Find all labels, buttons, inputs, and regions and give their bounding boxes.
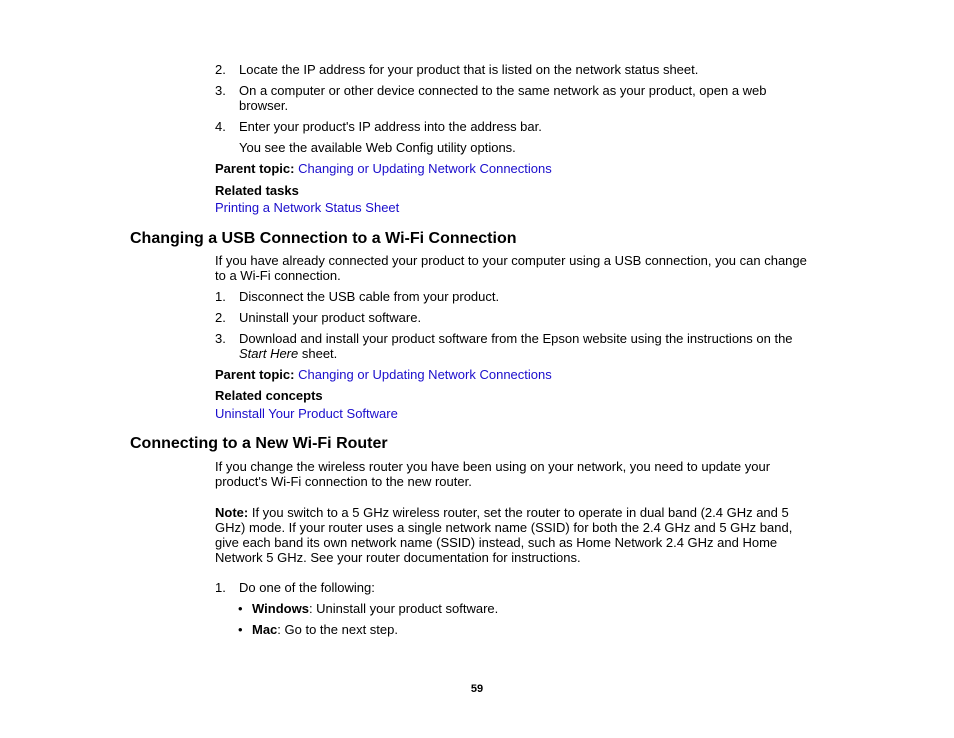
- step-text: Uninstall your product software.: [239, 310, 422, 325]
- section-intro: If you change the wireless router you have been using on your network, you need to update your product's Wi-Fi connection to the new router.: [215, 459, 771, 489]
- section-heading-router: Connecting to a New Wi-Fi Router: [130, 435, 388, 452]
- parent-topic-link[interactable]: Changing or Updating Network Connections: [298, 367, 552, 382]
- related-label-text: Related tasks: [215, 183, 299, 198]
- step-number: 2.: [215, 62, 226, 77]
- step-result: You see the available Web Config utility options.: [239, 140, 516, 155]
- note-label: Note:: [215, 505, 249, 520]
- page-number: 59: [470, 683, 484, 695]
- step-text-part: sheet.: [298, 346, 338, 361]
- step-number: 1.: [215, 289, 226, 304]
- related-concepts-row: [215, 406, 815, 421]
- step-number: 3.: [215, 83, 226, 98]
- step-text: Locate the IP address for your product that is listed on the network status sheet.: [239, 62, 699, 77]
- related-task-link[interactable]: Printing a Network Status Sheet: [215, 200, 400, 215]
- parent-topic-label: Parent topic:: [215, 161, 295, 176]
- bullet-label: Mac: [252, 622, 278, 637]
- step-number: 1.: [215, 580, 226, 595]
- bullet-label: Windows: [252, 601, 309, 616]
- related-concepts-label: [215, 388, 815, 403]
- step-text: Enter your product's IP address into the address bar.: [239, 119, 542, 134]
- parent-topic: [215, 367, 815, 382]
- step-number: 2.: [215, 310, 226, 325]
- step-text-italic: Start Here: [239, 346, 299, 361]
- note-text: If you switch to a 5 GHz wireless router, set the router to operate in dual band (2.4 GHz and 5 GHz) mode. If your router uses a single network name (SSID) for both the 2.4 GHz and 5 GHz band, give each band its own network name (SSID) instead, such as Home Network 2.4 GHz and Home Network 5 GHz. See your router documentation for instructions.: [215, 505, 793, 565]
- step-text: Do one of the following:: [239, 580, 375, 595]
- step-number: 4.: [215, 119, 226, 134]
- parent-topic-link[interactable]: Changing or Updating Network Connections: [298, 161, 552, 176]
- related-concept-link[interactable]: Uninstall Your Product Software: [215, 406, 398, 421]
- step-number: 3.: [215, 331, 226, 346]
- bullet-body: : Go to the next step.: [277, 622, 398, 637]
- bullet-dot-icon: •: [238, 601, 243, 616]
- bullet-text: [252, 601, 792, 616]
- step-text: Disconnect the USB cable from your product.: [239, 289, 500, 304]
- related-tasks-label: [215, 183, 815, 198]
- parent-topic: [215, 161, 815, 176]
- bullet-text: [252, 622, 792, 637]
- step-text-part: Download and install your product software from the Epson website using the instructions on the: [239, 331, 793, 346]
- related-label-text: Related concepts: [215, 388, 323, 403]
- note-block: [215, 505, 811, 565]
- step-text: On a computer or other device connected to the same network as your product, open a web browser.: [239, 83, 767, 113]
- section-heading-usb: Changing a USB Connection to a Wi-Fi Connection: [130, 230, 517, 247]
- related-tasks-row: [215, 200, 815, 215]
- bullet-dot-icon: •: [238, 622, 243, 637]
- step-text: [239, 331, 815, 361]
- parent-topic-label: Parent topic:: [215, 367, 295, 382]
- section-intro: If you have already connected your product to your computer using a USB connection, you can change to a Wi-Fi connection.: [215, 253, 807, 283]
- bullet-body: : Uninstall your product software.: [308, 601, 499, 616]
